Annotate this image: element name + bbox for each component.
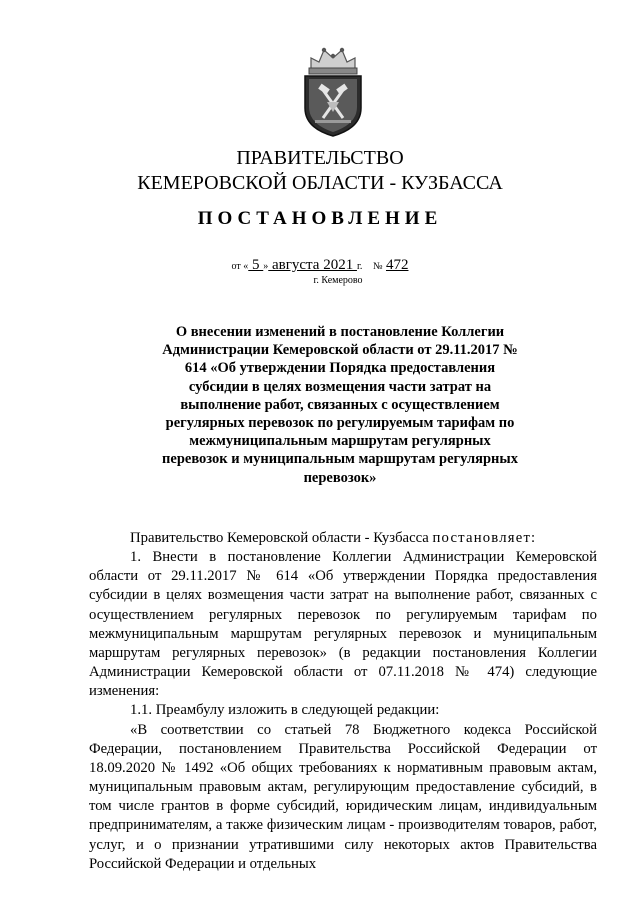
date-month-year: августа 2021 (268, 257, 357, 273)
item-1: 1. Внести в постановление Коллегии Администрации Кемеровской области от 29.11.2017 № 614 «Об утверждении Порядка предоставления субсидии в целях возмещения части затрат на выполнение работ, связанных с осуществлением регулярных перевозок по регулируемым тарифам по межмуниципальным маршрутам регулярных перевозок и муниципальным маршрутам регулярных перевозок» (в редакции постановления Коллегии Администрации Кемеровской области от 07.11.2018 № 474) следующие изменения: (89, 549, 597, 700)
item-1-1: 1.1. Преамбулу изложить в следующей редакции: (130, 702, 440, 719)
date-number-line (0, 257, 640, 274)
date-from-label: от « (231, 261, 249, 272)
number-label: № (372, 261, 383, 272)
coat-of-arms-icon (297, 46, 369, 138)
intro-paragraph (89, 529, 597, 548)
city-label: г. Кемерово (313, 275, 363, 286)
document-type-title: ПОСТАНОВЛЕНИЕ (197, 208, 443, 229)
date-close-quote: » (263, 261, 269, 272)
government-name-line2: КЕМЕРОВСКОЙ ОБЛАСТИ - КУЗБАССА (137, 172, 503, 194)
document-number: 472 (385, 257, 409, 273)
intro-lead: Правительство Кемеровской области - Кузбасса (130, 530, 433, 546)
intro-verb: постановляет: (432, 530, 537, 546)
date-day: 5 (248, 257, 264, 273)
document-body (89, 529, 597, 874)
preamble-quote: «В соответствии со статьей 78 Бюджетного кодекса Российской Федерации, постановлением Правительства Российской Федерации от 18.09.2020 № 1492 «Об общих требованиях к нормативным правовым актам, муниципальным правовым актам, регулирующим предоставление субсидий, в том числе грантов в форме субсидий, юридическим лицам, индивидуальным предпринимателям, а также физическим лицам - производителям товаров, работ, услуг, и о признании утратившими силу некоторых актов Правительства Российской Федерации и отдельных (89, 721, 597, 872)
government-name-line1: ПРАВИТЕЛЬСТВО (236, 147, 404, 169)
date-year-suffix: г. (356, 261, 363, 272)
document-subject: О внесении изменений в постановление Коллегии Администрации Кемеровской области от 29.11.2017 № 614 «Об утверждении Порядка предоставления субсидии в целях возмещения части затрат на выполнение работ, связанных с осуществлением регулярных перевозок по регулируемым тарифам по межмуниципальным маршрутам регулярных перевозок и муниципальным маршрутам регулярных перевозок» (162, 324, 518, 486)
